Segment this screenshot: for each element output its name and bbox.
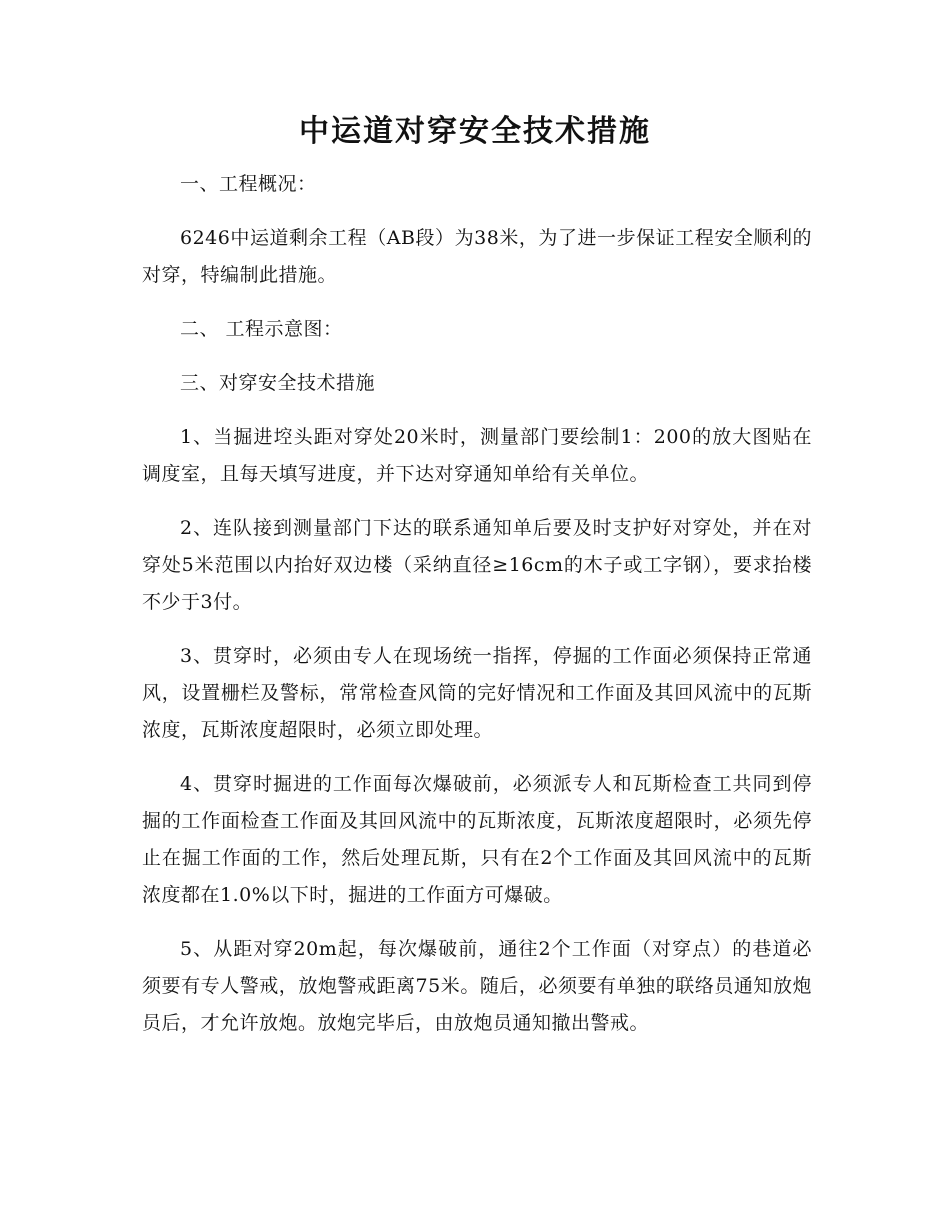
document-title: 中运道对穿安全技术措施 [299, 114, 651, 149]
measure-item-2: 2、连队接到测量部门下达的联系通知单后要及时支护好对穿处，并在对穿处5米范围以内抬好双边楼（采纳直径≥16cm的木子或工字钢），要求抬楼不少于3付。 [142, 517, 812, 613]
paragraph-overview: 6246中运道剩余工程（AB段）为38米，为了进一步保证工程安全顺利的对穿，特编制此措施。 [142, 227, 812, 286]
section-heading-measures: 三、对穿安全技术措施 [180, 372, 376, 394]
measure-item-5: 5、从距对穿20m起，每次爆破前，通往2个工作面（对穿点）的巷道必须要有专人警戒，放炮警戒距离75米。随后，必须要有单独的联络员通知放炮员后，才允许放炮。放炮完毕后，由放炮员通知撤出警戒。 [142, 938, 812, 1034]
section-heading-overview: 一、工程概况： [180, 173, 317, 195]
measure-item-4: 4、贯穿时掘进的工作面每次爆破前，必须派专人和瓦斯检查工共同到停掘的工作面检查工作面及其回风流中的瓦斯浓度，瓦斯浓度超限时，必须先停止在掘工作面的工作，然后处理瓦斯，只有在2个工作面及其回风流中的瓦斯浓度都在1.0%以下时，掘进的工作面方可爆破。 [142, 773, 812, 906]
section-heading-diagram: 二、 工程示意图： [180, 318, 343, 340]
measure-item-1: 1、当掘进埪头距对穿处20米时，测量部门要绘制1：200的放大图贴在调度室，且每天填写进度，并下达对穿通知单给有关单位。 [142, 426, 812, 485]
measure-item-3: 3、贯穿时，必须由专人在现场统一指挥，停掘的工作面必须保持正常通风，设置栅栏及警标，常常检查风筒的完好情况和工作面及其回风流中的瓦斯浓度，瓦斯浓度超限时，必须立即处理。 [142, 645, 812, 741]
document-body [142, 166, 812, 1059]
